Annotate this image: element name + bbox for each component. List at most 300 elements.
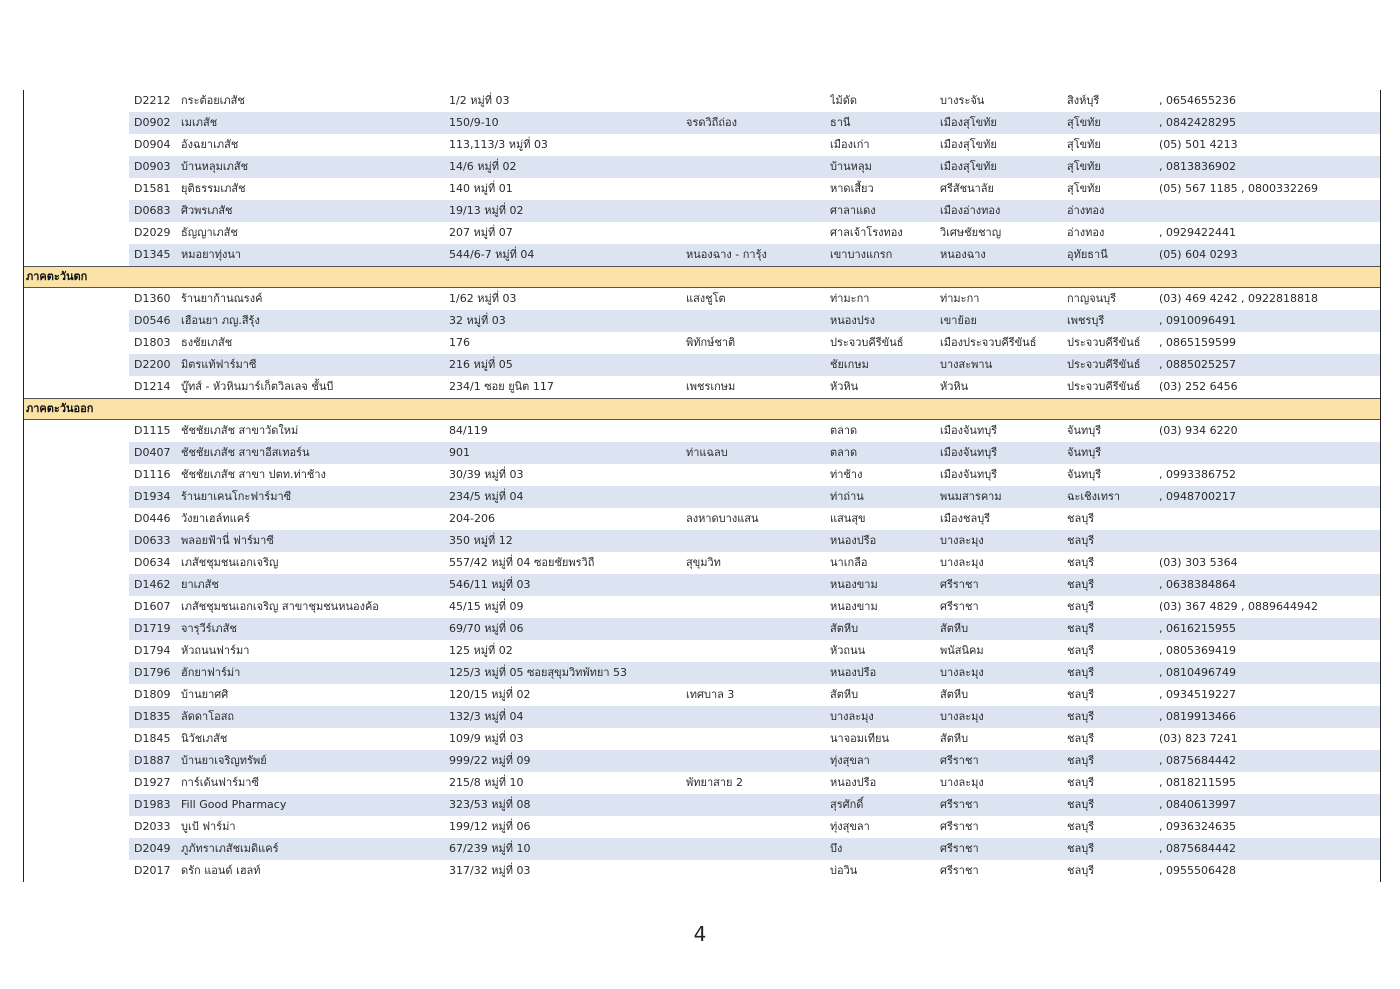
cell-district: วิเศษชัยชาญ xyxy=(940,226,1002,239)
cell-address: 557/42 หมู่ที่ 04 ซอยชัยพรวิถี xyxy=(449,556,595,569)
cell-address: 350 หมู่ที่ 12 xyxy=(449,534,513,547)
cell-code: D2049 xyxy=(134,842,171,855)
cell-name: หมอยาทุ่งนา xyxy=(181,248,242,261)
cell-road: เพชรเกษม xyxy=(686,380,736,393)
row-indent xyxy=(24,464,129,486)
cell-subdistrict: ไม้ดัด xyxy=(830,94,858,107)
cell-address: 45/15 หมู่ที่ 09 xyxy=(449,600,524,613)
cell-district: สัตหีบ xyxy=(940,732,969,745)
cell-district: บางระจัน xyxy=(940,94,985,107)
cell-address: 1/62 หมู่ที่ 03 xyxy=(449,292,517,305)
cell-subdistrict: บ่อวิน xyxy=(830,864,858,877)
cell-name: ร้านยาก้านณรงค์ xyxy=(181,292,263,305)
cell-name: ลัดดาโอสถ xyxy=(181,710,235,723)
cell-phone: , 0840613997 xyxy=(1159,798,1236,811)
cell-address: 19/13 หมู่ที่ 02 xyxy=(449,204,524,217)
cell-address: 14/6 หมู่ที่ 02 xyxy=(449,160,517,173)
cell-code: D1360 xyxy=(134,292,171,305)
cell-code: D1809 xyxy=(134,688,171,701)
cell-name: บู๊ทส์ - หัวหินมาร์เก็ตวิลเลจ ชั้นบี xyxy=(181,380,334,393)
cell-name: ชัชชัยเภสัช สาขา ปตท.ท่าช้าง xyxy=(181,468,326,481)
cell-subdistrict: ท่ามะกา xyxy=(830,292,870,305)
cell-name: ยาเภสัช xyxy=(181,578,219,591)
cell-name: กระต้อยเภสัช xyxy=(181,94,245,107)
cell-address: 113,113/3 หมู่ที่ 03 xyxy=(449,138,548,151)
cell-code: D0904 xyxy=(134,138,171,151)
cell-district: ศรีสัชนาลัย xyxy=(940,182,994,195)
table-row xyxy=(24,222,1380,244)
cell-subdistrict: บางละมุง xyxy=(830,710,874,723)
cell-province: ชลบุรี xyxy=(1067,732,1095,745)
row-indent xyxy=(24,310,129,332)
cell-name: ร้านยาเคนโกะฟาร์มาซี xyxy=(181,490,292,503)
cell-province: ชลบุรี xyxy=(1067,666,1095,679)
region-label: ภาคตะวันออก xyxy=(26,402,94,415)
cell-name: เฮือนยา ภญ.สีรุ้ง xyxy=(181,314,260,327)
cell-code: D0634 xyxy=(134,556,171,569)
cell-address: 215/8 หมู่ที่ 10 xyxy=(449,776,524,789)
cell-road: แสงชูโต xyxy=(686,292,726,305)
table-row xyxy=(24,112,1380,134)
cell-phone: (03) 469 4242 , 0922818818 xyxy=(1159,292,1319,305)
cell-code: D1116 xyxy=(134,468,171,481)
cell-name: เภสัชชุมชนเอกเจริญ สาขาชุมชนหนองค้อ xyxy=(181,600,379,613)
cell-phone: , 0813836902 xyxy=(1159,160,1236,173)
table-row xyxy=(24,618,1380,640)
row-indent xyxy=(24,662,129,684)
cell-subdistrict: นาเกลือ xyxy=(830,556,868,569)
cell-district: เมืองสุโขทัย xyxy=(940,116,997,129)
cell-name: เภสัชชุมชนเอกเจริญ xyxy=(181,556,279,569)
cell-subdistrict: หนองปรือ xyxy=(830,776,877,789)
cell-name: ฮักยาฟาร์ม่า xyxy=(181,666,241,679)
cell-name: บ้านหลุมเภสัช xyxy=(181,160,249,173)
table-row xyxy=(24,178,1380,200)
table-row xyxy=(24,332,1380,354)
cell-address: 125/3 หมู่ที่ 05 ซอยสุขุมวิทพัทยา 53 xyxy=(449,666,627,679)
cell-code: D0683 xyxy=(134,204,171,217)
table-row xyxy=(24,420,1380,442)
cell-subdistrict: หนองปรง xyxy=(830,314,876,327)
cell-name: ภูภัทราเภสัชเมดิแคร์ xyxy=(181,842,279,855)
table-row xyxy=(24,552,1380,574)
cell-district: เมืองสุโขทัย xyxy=(940,138,997,151)
cell-province: กาญจนบุรี xyxy=(1067,292,1117,305)
cell-province: ประจวบคีรีขันธ์ xyxy=(1067,358,1141,371)
cell-district: บางละมุง xyxy=(940,666,984,679)
row-indent xyxy=(24,200,129,222)
row-indent xyxy=(24,288,129,310)
cell-code: D2017 xyxy=(134,864,171,877)
cell-phone: , 0955506428 xyxy=(1159,864,1236,877)
cell-subdistrict: ท่าช้าง xyxy=(830,468,863,481)
cell-province: ชลบุรี xyxy=(1067,688,1095,701)
cell-district: หนองฉาง xyxy=(940,248,986,261)
cell-district: สัตหีบ xyxy=(940,622,969,635)
cell-name: ธงชัยเภสัช xyxy=(181,336,233,349)
pharmacy-list-table xyxy=(23,90,1381,882)
cell-subdistrict: ตลาด xyxy=(830,446,858,459)
cell-code: D0546 xyxy=(134,314,171,327)
table-row xyxy=(24,310,1380,332)
cell-province: จันทบุรี xyxy=(1067,468,1102,481)
row-indent xyxy=(24,552,129,574)
cell-name: บ้านยาเจริญทรัพย์ xyxy=(181,754,267,767)
cell-phone: , 0993386752 xyxy=(1159,468,1236,481)
row-indent xyxy=(24,838,129,860)
table-row xyxy=(24,508,1380,530)
cell-province: สุโขทัย xyxy=(1067,160,1101,173)
cell-province: เพชรบุรี xyxy=(1067,314,1105,327)
cell-code: D2029 xyxy=(134,226,171,239)
cell-subdistrict: นาจอมเทียน xyxy=(830,732,889,745)
row-indent xyxy=(24,244,129,266)
row-indent xyxy=(24,222,129,244)
cell-code: D1927 xyxy=(134,776,171,789)
cell-province: จันทบุรี xyxy=(1067,424,1102,437)
cell-name: อังฉยาเภสัช xyxy=(181,138,239,151)
table-row xyxy=(24,750,1380,772)
cell-district: ศรีราชา xyxy=(940,842,979,855)
cell-code: D1607 xyxy=(134,600,171,613)
cell-address: 199/12 หมู่ที่ 06 xyxy=(449,820,531,833)
cell-district: เมืองจันทบุรี xyxy=(940,468,998,481)
region-label: ภาคตะวันตก xyxy=(26,270,88,283)
cell-province: ชลบุรี xyxy=(1067,622,1095,635)
cell-name: หัวถนนฟาร์มา xyxy=(181,644,250,657)
row-indent xyxy=(24,618,129,640)
cell-address: 30/39 หมู่ที่ 03 xyxy=(449,468,524,481)
cell-name: จารุวีร์เภสัช xyxy=(181,622,237,635)
cell-district: พนัสนิคม xyxy=(940,644,984,657)
row-indent xyxy=(24,640,129,662)
row-indent xyxy=(24,750,129,772)
row-indent xyxy=(24,112,129,134)
cell-subdistrict: หนองปรือ xyxy=(830,666,877,679)
region-section-header xyxy=(24,266,1380,288)
cell-subdistrict: ทุ่งสุขลา xyxy=(830,754,870,767)
cell-phone: (05) 567 1185 , 0800332269 xyxy=(1159,182,1319,195)
cell-subdistrict: ศาลเจ้าโรงทอง xyxy=(830,226,903,239)
page-number: 4 xyxy=(693,922,707,946)
row-indent xyxy=(24,508,129,530)
cell-code: D0903 xyxy=(134,160,171,173)
cell-road: เทศบาล 3 xyxy=(686,688,735,701)
cell-road: ท่าแฉลบ xyxy=(686,446,728,459)
cell-code: D1794 xyxy=(134,644,171,657)
cell-address: 204-206 xyxy=(449,512,495,525)
cell-phone: (05) 604 0293 xyxy=(1159,248,1238,261)
cell-subdistrict: ศาลาแดง xyxy=(830,204,876,217)
cell-address: 901 xyxy=(449,446,470,459)
cell-phone: , 0616215955 xyxy=(1159,622,1236,635)
cell-district: เขาย้อย xyxy=(940,314,977,327)
table-row xyxy=(24,816,1380,838)
cell-district: ศรีราชา xyxy=(940,600,979,613)
cell-name: บ้านยาศศิ xyxy=(181,688,229,701)
cell-code: D2033 xyxy=(134,820,171,833)
row-indent xyxy=(24,354,129,376)
cell-phone: (03) 823 7241 xyxy=(1159,732,1238,745)
cell-province: ชลบุรี xyxy=(1067,644,1095,657)
cell-phone: (05) 501 4213 xyxy=(1159,138,1238,151)
cell-code: D0446 xyxy=(134,512,171,525)
cell-phone: , 0805369419 xyxy=(1159,644,1236,657)
cell-phone: , 0910096491 xyxy=(1159,314,1236,327)
cell-code: D1345 xyxy=(134,248,171,261)
cell-name: ศิวพรเภสัช xyxy=(181,204,233,217)
cell-province: ชลบุรี xyxy=(1067,776,1095,789)
cell-province: ชลบุรี xyxy=(1067,512,1095,525)
cell-address: 150/9-10 xyxy=(449,116,499,129)
cell-subdistrict: ท่าถ่าน xyxy=(830,490,864,503)
cell-phone: , 0936324635 xyxy=(1159,820,1236,833)
cell-phone: (03) 252 6456 xyxy=(1159,380,1238,393)
row-indent xyxy=(24,442,129,464)
cell-province: ชลบุรี xyxy=(1067,534,1095,547)
cell-code: D1462 xyxy=(134,578,171,591)
cell-address: 120/15 หมู่ที่ 02 xyxy=(449,688,531,701)
cell-address: 1/2 หมู่ที่ 03 xyxy=(449,94,510,107)
row-indent xyxy=(24,178,129,200)
table-row xyxy=(24,772,1380,794)
cell-road: หนองฉาง - การุ้ง xyxy=(686,248,767,261)
cell-code: D0407 xyxy=(134,446,171,459)
cell-address: 234/5 หมู่ที่ 04 xyxy=(449,490,524,503)
cell-address: 32 หมู่ที่ 03 xyxy=(449,314,506,327)
cell-name: มิตรแท้ฟาร์มาซี xyxy=(181,358,257,371)
cell-phone: , 0875684442 xyxy=(1159,754,1236,767)
cell-name: พลอยฟ้านี่ ฟาร์มาซี xyxy=(181,534,274,547)
cell-district: เมืองสุโขทัย xyxy=(940,160,997,173)
cell-code: D1796 xyxy=(134,666,171,679)
cell-province: ชลบุรี xyxy=(1067,864,1095,877)
row-indent xyxy=(24,486,129,508)
table-row xyxy=(24,574,1380,596)
cell-road: สุขุมวิท xyxy=(686,556,721,569)
cell-phone: , 0885025257 xyxy=(1159,358,1236,371)
cell-road: พัทยาสาย 2 xyxy=(686,776,743,789)
cell-code: D1983 xyxy=(134,798,171,811)
cell-subdistrict: สุรศักดิ์ xyxy=(830,798,864,811)
table-row xyxy=(24,90,1380,112)
cell-code: D0633 xyxy=(134,534,171,547)
cell-district: บางละมุง xyxy=(940,534,984,547)
cell-phone: , 0865159599 xyxy=(1159,336,1236,349)
cell-address: 69/70 หมู่ที่ 06 xyxy=(449,622,524,635)
row-indent xyxy=(24,706,129,728)
cell-province: ชลบุรี xyxy=(1067,820,1095,833)
table-row xyxy=(24,244,1380,266)
cell-subdistrict: สัตหีบ xyxy=(830,622,859,635)
table-row xyxy=(24,838,1380,860)
cell-district: ศรีราชา xyxy=(940,578,979,591)
row-indent xyxy=(24,794,129,816)
cell-phone: , 0948700217 xyxy=(1159,490,1236,503)
cell-province: ชลบุรี xyxy=(1067,556,1095,569)
table-row xyxy=(24,530,1380,552)
row-indent xyxy=(24,574,129,596)
cell-code: D1887 xyxy=(134,754,171,767)
table-row xyxy=(24,728,1380,750)
table-row xyxy=(24,684,1380,706)
cell-subdistrict: หนองขาม xyxy=(830,578,878,591)
table-row xyxy=(24,596,1380,618)
row-indent xyxy=(24,90,129,112)
cell-code: D1719 xyxy=(134,622,171,635)
cell-code: D1845 xyxy=(134,732,171,745)
cell-province: ชลบุรี xyxy=(1067,798,1095,811)
cell-phone: , 0929422441 xyxy=(1159,226,1236,239)
cell-district: เมืองชลบุรี xyxy=(940,512,991,525)
cell-district: บางสะพาน xyxy=(940,358,993,371)
cell-name: การ์เด้นฟาร์มาซี xyxy=(181,776,259,789)
row-indent xyxy=(24,156,129,178)
cell-subdistrict: ตลาด xyxy=(830,424,858,437)
table-row xyxy=(24,640,1380,662)
table-row xyxy=(24,200,1380,222)
cell-code: D2212 xyxy=(134,94,171,107)
cell-province: ชลบุรี xyxy=(1067,600,1095,613)
row-indent xyxy=(24,376,129,398)
row-indent xyxy=(24,134,129,156)
cell-subdistrict: หาดเสี้ยว xyxy=(830,182,874,195)
table-row xyxy=(24,288,1380,310)
cell-province: ชลบุรี xyxy=(1067,842,1095,855)
cell-subdistrict: บึง xyxy=(830,842,843,855)
cell-road: จรดวิถีถ่อง xyxy=(686,116,737,129)
cell-code: D1581 xyxy=(134,182,171,195)
cell-address: 546/11 หมู่ที่ 03 xyxy=(449,578,531,591)
cell-province: ชลบุรี xyxy=(1067,710,1095,723)
cell-phone: , 0810496749 xyxy=(1159,666,1236,679)
cell-district: ท่ามะกา xyxy=(940,292,980,305)
cell-province: ประจวบคีรีขันธ์ xyxy=(1067,380,1141,393)
cell-subdistrict: เมืองเก่า xyxy=(830,138,870,151)
cell-code: D1934 xyxy=(134,490,171,503)
cell-address: 109/9 หมู่ที่ 03 xyxy=(449,732,524,745)
cell-subdistrict: หนองปรือ xyxy=(830,534,877,547)
cell-province: ชลบุรี xyxy=(1067,754,1095,767)
cell-name: ยุติธรรมเภสัช xyxy=(181,182,246,195)
cell-code: D0902 xyxy=(134,116,171,129)
cell-district: ศรีราชา xyxy=(940,798,979,811)
cell-province: สุโขทัย xyxy=(1067,182,1101,195)
row-indent xyxy=(24,728,129,750)
cell-district: เมืองประจวบคีรีขันธ์ xyxy=(940,336,1037,349)
cell-province: จันทบุรี xyxy=(1067,446,1102,459)
cell-address: 544/6-7 หมู่ที่ 04 xyxy=(449,248,535,261)
cell-subdistrict: หัวหิน xyxy=(830,380,859,393)
table-row xyxy=(24,464,1380,486)
row-indent xyxy=(24,684,129,706)
cell-address: 207 หมู่ที่ 07 xyxy=(449,226,513,239)
cell-district: บางละมุง xyxy=(940,556,984,569)
cell-phone: , 0819913466 xyxy=(1159,710,1236,723)
cell-address: 317/32 หมู่ที่ 03 xyxy=(449,864,531,877)
cell-address: 999/22 หมู่ที่ 09 xyxy=(449,754,531,767)
cell-province: สุโขทัย xyxy=(1067,138,1101,151)
table-row xyxy=(24,794,1380,816)
table-row xyxy=(24,442,1380,464)
cell-province: อ่างทอง xyxy=(1067,226,1105,239)
cell-province: ฉะเชิงเทรา xyxy=(1067,490,1121,503)
cell-address: 125 หมู่ที่ 02 xyxy=(449,644,513,657)
row-indent xyxy=(24,772,129,794)
cell-code: D1835 xyxy=(134,710,171,723)
cell-subdistrict: ชัยเกษม xyxy=(830,358,869,371)
cell-road: พิทักษ์ชาติ xyxy=(686,336,736,349)
table-row xyxy=(24,354,1380,376)
cell-phone: , 0638384864 xyxy=(1159,578,1236,591)
cell-district: บางละมุง xyxy=(940,710,984,723)
cell-district: สัตหีบ xyxy=(940,688,969,701)
cell-name: Fill Good Pharmacy xyxy=(181,798,287,811)
cell-subdistrict: บ้านหลุม xyxy=(830,160,872,173)
row-indent xyxy=(24,596,129,618)
cell-province: อ่างทอง xyxy=(1067,204,1105,217)
cell-address: 323/53 หมู่ที่ 08 xyxy=(449,798,531,811)
cell-road: ลงหาดบางแสน xyxy=(686,512,759,525)
cell-subdistrict: ทุ่งสุขลา xyxy=(830,820,870,833)
table-row xyxy=(24,376,1380,398)
cell-district: เมืองอ่างทอง xyxy=(940,204,1001,217)
table-row xyxy=(24,134,1380,156)
cell-code: D1214 xyxy=(134,380,171,393)
cell-phone: (03) 934 6220 xyxy=(1159,424,1238,437)
cell-province: ประจวบคีรีขันธ์ xyxy=(1067,336,1141,349)
cell-phone: (03) 303 5364 xyxy=(1159,556,1238,569)
cell-name: บูเป้ ฟาร์ม่า xyxy=(181,820,236,833)
cell-phone: (03) 367 4829 , 0889644942 xyxy=(1159,600,1319,613)
row-indent xyxy=(24,420,129,442)
cell-district: เมืองจันทบุรี xyxy=(940,446,998,459)
cell-name: ธัญญาเภสัช xyxy=(181,226,238,239)
cell-code: D2200 xyxy=(134,358,171,371)
cell-district: เมืองจันทบุรี xyxy=(940,424,998,437)
cell-address: 132/3 หมู่ที่ 04 xyxy=(449,710,524,723)
cell-province: ชลบุรี xyxy=(1067,578,1095,591)
cell-phone: , 0875684442 xyxy=(1159,842,1236,855)
cell-name: ชัชชัยเภสัช สาขาอีสเทอร์น xyxy=(181,446,310,459)
cell-address: 84/119 xyxy=(449,424,488,437)
cell-subdistrict: เขาบางแกรก xyxy=(830,248,893,261)
cell-province: อุทัยธานี xyxy=(1067,248,1108,261)
cell-district: บางละมุง xyxy=(940,776,984,789)
cell-subdistrict: หัวถนน xyxy=(830,644,866,657)
cell-subdistrict: ประจวบคีรีขันธ์ xyxy=(830,336,904,349)
table-row xyxy=(24,860,1380,882)
cell-phone: , 0654655236 xyxy=(1159,94,1236,107)
cell-province: สุโขทัย xyxy=(1067,116,1101,129)
row-indent xyxy=(24,332,129,354)
cell-subdistrict: แสนสุข xyxy=(830,512,866,525)
cell-name: นิวัชเภสัช xyxy=(181,732,228,745)
table-row xyxy=(24,486,1380,508)
cell-code: D1803 xyxy=(134,336,171,349)
cell-district: ศรีราชา xyxy=(940,820,979,833)
cell-name: เมเภสัช xyxy=(181,116,218,129)
cell-address: 140 หมู่ที่ 01 xyxy=(449,182,513,195)
cell-phone: , 0934519227 xyxy=(1159,688,1236,701)
cell-phone: , 0842428295 xyxy=(1159,116,1236,129)
cell-subdistrict: หนองขาม xyxy=(830,600,878,613)
table-row xyxy=(24,662,1380,684)
row-indent xyxy=(24,816,129,838)
cell-district: ศรีราชา xyxy=(940,754,979,767)
cell-province: สิงห์บุรี xyxy=(1067,94,1100,107)
cell-phone: , 0818211595 xyxy=(1159,776,1236,789)
